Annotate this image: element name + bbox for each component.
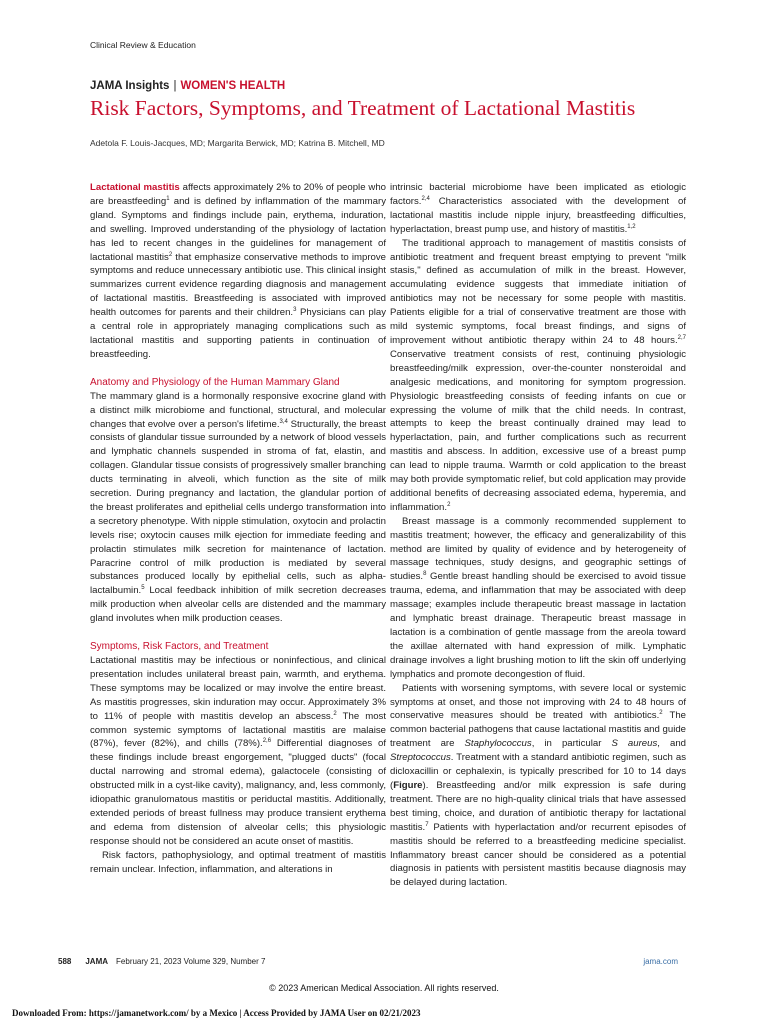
citation[interactable]: 1,2 (627, 223, 636, 230)
article-title: Risk Factors, Symptoms, and Treatment of Lactational Mastitis (90, 96, 636, 120)
citation[interactable]: 3 (293, 306, 297, 313)
kicker-separator: | (173, 80, 177, 92)
heading-symptoms: Symptoms, Risk Factors, and Treatment (90, 641, 269, 653)
risk-paragraph: Risk factors, pathophysiology, and optimal treatment of mastitis remain unclear. Infection, inflammation, and alterations in (90, 849, 386, 875)
citation[interactable]: 2 (333, 710, 337, 717)
download-stamp: Downloaded From: https://jamanetwork.com/ by a Mexico | Access Provided by JAMA User on 02/21/2023 (12, 1008, 421, 1018)
site-link[interactable]: jama.com (643, 957, 678, 966)
antibiotics-paragraph: Patients with worsening symptoms, with severe local or systemic symptoms at onset, and those not improving with 24 to 48 hours of conservative measures should be treated with antibiotics.$^2$ The common bacterial pathogens that cause lactational mastitis and guide treatment are Staphylococcus, in particular S aureus, and Streptococcus. Treatment with a standard antibiotic regimen, such as dicloxacillin or cephalexin, is typically prescribed for 10 to 14 days (Figure). Breastfeeding and/or milk expression is safe during treatment. There are no high-quality clinical trials that have assessed best timing, choice, and duration of antibiotic therapy for lactational mastitis.$^7$ Patients with hyperlactation and/or recurrent episodes of mastitis should be referred to a breastfeeding medicine specialist. Inflammatory breast cancer should be considered as a potential diagnosis in patients with persistent mastitis because diagnosis may be delayed during lactation. (390, 682, 686, 889)
citation[interactable]: 2 (447, 501, 451, 508)
citation[interactable]: 1 (166, 195, 170, 202)
traditional-approach-paragraph: The traditional approach to management of mastitis consists of antibiotic treatment and frequent breast emptying to prevent "milk stasis," defined as accumulation of milk in the breast. However, accumulating evidence suggests that immediate initiation of antibiotics may not be necessary for some people with mastitis. Patients eligible for a trial of conservative treatment are those with mild systemic symptoms, focal breast findings, and signs of improvement without antibiotic therapy within 24 to 48 hours.$^{2,7}$ Conservative treatment consists of rest, continuing physiologic breastfeeding/milk expression, over-the-counter nonsteroidal and analgesic medications, and monitoring for symptom progression. Physiologic breastfeeding consists of feeding infants on cue or expressing the volume of milk that the child needs. In contrast, attempts to keep the breast continually drained may lead to hyperlactation, pain, and further complications such as recurrent mastitis and abscess. In addition, excessive use of a breast pump can lead to nipple trauma. Warmth or cold application to the breast may both provide symptomatic relief, but cold application may provide additional benefits of decreasing associated edema, hyperemia, and inflammation.$^2$ (390, 237, 686, 513)
citation[interactable]: 2 (168, 251, 173, 258)
symptoms-paragraph: Lactational mastitis may be infectious or noninfectious, and clinical presentation includes unilateral breast pain, warmth, and erythema. These symptoms may be localized or may involve the entire breast. As mastitis progresses, skin induration may occur. Approximately 3% to 11% of people with mastitis develop an abscess.$^2$ The most common systemic symptoms of lactational mastitis are malaise (87%), fever (82%), and chills (78%).$^{2,6}$ Differential diagnoses of these findings include breast engorgement, "plugged ducts" (focal ductal narrowing and stromal edema), galactocele (consisting of obstructed milk in a cyst-like cavity), malignancy, and, less commonly, idiopathic granulomatous mastitis or periductal mastitis. Additionally, extended periods of breast fullness may produce transient erythema and edema from distension of alveolar cells; this physiologic response should not be considered an acute onset of mastitis. (90, 655, 387, 847)
article-kicker (90, 80, 285, 92)
figure-link[interactable]: Figure (393, 779, 423, 791)
author-list: Adetola F. Louis-Jacques, MD; Margarita Berwick, MD; Katrina B. Mitchell, MD (90, 138, 385, 148)
citation[interactable]: 3,4 (279, 418, 288, 425)
citation[interactable]: 5 (141, 585, 145, 592)
page-number: 588 (58, 957, 72, 966)
citation[interactable]: 8 (423, 571, 427, 578)
citation[interactable]: 2 (659, 710, 663, 717)
anatomy-paragraph: The mammary gland is a hormonally responsive exocrine gland with a distinct milk microbiome and functional, structural, and molecular changes that evolve over a person's lifetime.$^{3,4}$ Structurally, the breast consists of glandular tissue surrounded by a network of blood vessels and lymphatic channels suspended in stroma of fat, elastin, and collagen. Glandular tissue consists of progressively smaller branching ducts terminating in alveoli, which function as the site of milk secretion. During pregnancy and lactation, the glandular portion of the breast proliferates and epithelial cells undergo transformation into a secretory phenotype. With nipple stimulation, oxytocin and prolactin levels rise; oxytocin causes milk ejection for immediate feeding and prolactin stimulates milk secretion for maintenance of lactation. Paracrine control of milk production is mediated by several substances produced locally by epithelial cells, such as alpha-lactalbumin.$^5$ Local feedback inhibition of milk secretion decreases milk production when alveolar cells are distended and the mammary gland involutes when milk production ceases. (90, 390, 386, 625)
section-label: Clinical Review & Education (90, 40, 196, 50)
heading-anatomy: Anatomy and Physiology of the Human Mammary Gland (90, 376, 340, 388)
etiology-paragraph: intrinsic bacterial microbiome have been implicated as etiologic factors.$^{2,4}$ Characteristics associated with the development of lactational mastitis include nipple injury, breastfeeding difficulties, hyperlactation, breast pump use, and history of mastitis.$^{1,2}$ (390, 182, 686, 235)
citation[interactable]: 2,6 (262, 738, 272, 745)
citation[interactable]: 2,4 (421, 195, 430, 202)
intro-paragraph: Lactational mastitis affects approximately 2% to 20% of people who are breastfeeding$^1$ and is defined by inflammation of the mammary gland. Symptoms and findings include pain, erythema, induration, and swelling. Improved understanding of the physiology of lactation has led to recent changes in the guidelines for management of lactational mastitis$^2$ that emphasize conservative methods to improve symptoms and reduce unnecessary antibiotic use. This clinical insight summarizes current evidence regarding diagnosis and management of lactational mastitis. Breastfeeding is associated with improved health outcomes for parents and their children.$^3$ Physicians can play a central role in appropriately managing complications such as lactational mastitis and supporting patients in continuation of breastfeeding. (90, 182, 386, 360)
massage-paragraph: Breast massage is a commonly recommended supplement to mastitis treatment; however, the efficacy and generalizability of this method are limited by quality of evidence and by heterogeneity of massage techniques, study designs, and geographic settings of studies.$^8$ Gentle breast handling should be exercised to avoid tissue trauma, edema, and inflammation that may be associated with deep massage; examples include therapeutic breast massage in lactation and lymphatic breast drainage. Therapeutic breast massage in lactation is a combination of gentle massage from the areola toward the axillae alternated with hand expression of milk. Lymphatic drainage involves a light brushing motion to lift the skin off underlying lymphatics and promote decongestion of fluid. (390, 515, 686, 680)
lead-term-link[interactable]: Lactational mastitis (90, 182, 180, 193)
category-label[interactable]: WOMEN'S HEALTH (180, 80, 286, 92)
series-name[interactable]: JAMA Insights (90, 80, 170, 92)
text-column-left (90, 181, 386, 877)
issue-info: February 21, 2023 Volume 329, Number 7 (116, 957, 266, 966)
citation[interactable]: 7 (425, 821, 429, 828)
copyright-notice: © 2023 American Medical Association. All rights reserved. (269, 983, 499, 993)
journal-name: JAMA (85, 957, 109, 966)
text-column-right (390, 181, 686, 890)
page-footer (58, 957, 678, 966)
citation[interactable]: 2,7 (677, 334, 686, 341)
